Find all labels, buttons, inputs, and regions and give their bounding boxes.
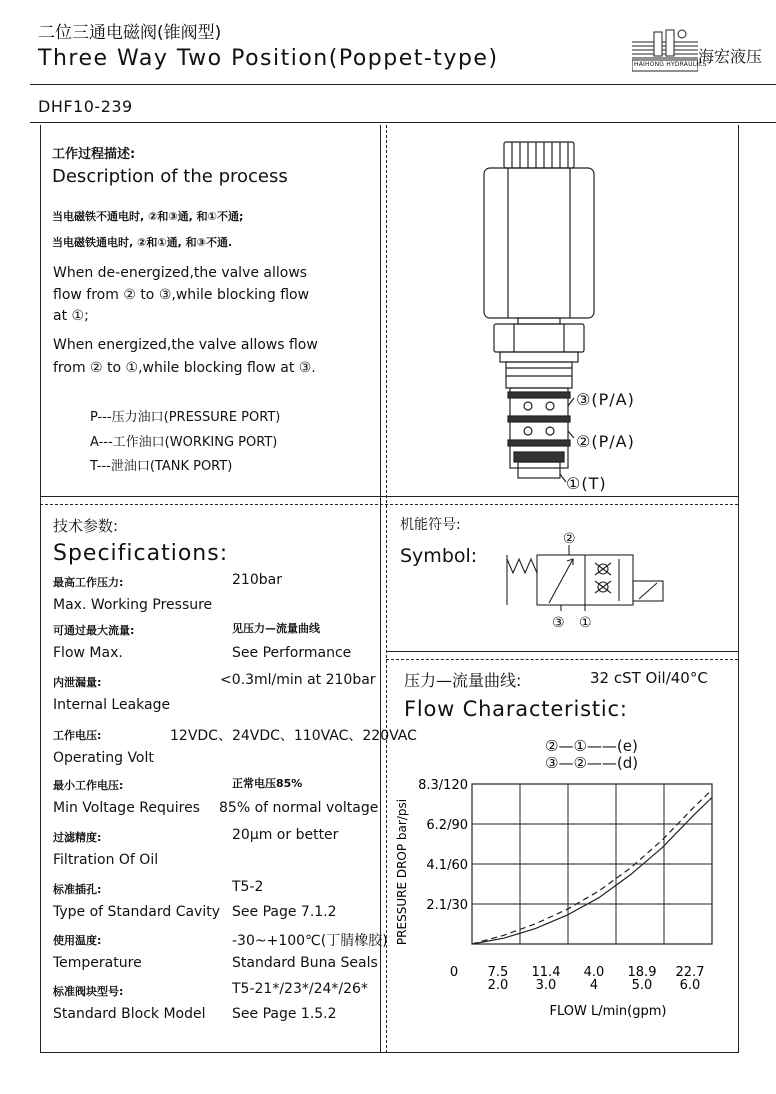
logo-subtext: HAIHONG HYDRAULICS: [634, 61, 707, 68]
spec-label-en: Standard Block Model: [53, 1006, 206, 1022]
x-tick-gpm: 6.0: [679, 978, 701, 993]
symbol-port-1: ①: [579, 615, 592, 631]
port-legend-a: A---工作油口(WORKING PORT): [90, 435, 278, 450]
spec-label-cn: 使用温度:: [53, 934, 102, 947]
spec-value-cn: <0.3ml/min at 210bar: [220, 672, 376, 688]
spec-label-cn: 过滤精度:: [53, 831, 102, 844]
x-tick-gpm: 5.0: [631, 978, 653, 993]
process-cn-line1: 当电磁铁不通电时, ②和③通, 和①不通;: [52, 210, 244, 223]
process-cn-line2: 当电磁铁通电时, ②和①通, 和③不通.: [52, 236, 233, 249]
process-heading-en: Description of the process: [52, 166, 288, 187]
chart-title: Flow Characteristic:: [404, 697, 628, 721]
spec-value-en: 85% of normal voltage: [219, 800, 379, 816]
frame-bottom: [40, 1052, 738, 1053]
spec-label-en: Internal Leakage: [53, 697, 171, 713]
x-tick-lpm: 18.9: [627, 965, 657, 980]
process-en-p1-l3: at ①;: [53, 308, 89, 324]
spec-label-en: Min Voltage Requires: [53, 800, 200, 816]
spec-value-en: See Page 1.5.2: [232, 1006, 337, 1022]
title-en: Three Way Two Position(Poppet-type): [38, 46, 499, 71]
spec-value-en: See Page 7.1.2: [232, 904, 337, 920]
y-tick-label: 2.1/30: [426, 898, 468, 913]
spec-label-en: Operating Volt: [53, 750, 154, 766]
x-tick-lpm: 22.7: [675, 965, 705, 980]
process-heading-cn: 工作过程描述:: [52, 147, 136, 162]
valve-port2-label: ②(P/A): [576, 432, 635, 451]
company-logo: [632, 28, 707, 72]
x-tick-gpm: 2.0: [487, 978, 509, 993]
process-en-p2-l1: When energized,the valve allows flow: [53, 337, 318, 353]
frame-center-b: [386, 125, 387, 1053]
series-line-e: [472, 798, 712, 945]
spec-value-en: Standard Buna Seals: [232, 955, 378, 971]
x-tick-gpm: 3.0: [535, 978, 557, 993]
x-axis-label: FLOW L/min(gpm): [549, 1004, 667, 1019]
spec-label-en: Temperature: [53, 955, 142, 971]
process-en-p1-l1: When de-energized,the valve allows: [53, 265, 308, 281]
spec-value-cn: 20μm or better: [232, 827, 339, 843]
symbol-port-3: ③: [552, 615, 565, 631]
y-tick-label: 8.3/120: [418, 778, 468, 793]
header-divider: [30, 84, 776, 85]
spec-value-cn: 210bar: [232, 572, 282, 588]
chart-legend-d: ③—②——(d): [545, 754, 639, 772]
spec-label-en: Flow Max.: [53, 645, 123, 661]
series-line-d: [472, 790, 712, 944]
frame-mid-b: [40, 504, 738, 505]
symbol-port-2: ②: [563, 531, 576, 547]
spec-label-cn: 可通过最大流量:: [53, 624, 135, 637]
flow-chart: [388, 770, 738, 1050]
y-tick-label: 4.1/60: [426, 858, 468, 873]
spec-value-en: See Performance: [232, 645, 352, 661]
hydraulic-symbol: [505, 545, 685, 615]
x-tick-zero: 0: [449, 965, 459, 980]
chart-oil-spec: 32 cST Oil/40°C: [590, 669, 708, 687]
x-tick-lpm: 4.0: [583, 965, 605, 980]
spec-label-cn: 工作电压:: [53, 729, 102, 742]
spec-label-en: Filtration Of Oil: [53, 852, 159, 868]
y-axis-label: PRESSURE DROP bar/psi: [395, 798, 409, 946]
frame-center-a: [380, 125, 381, 1053]
port-legend-t: T---泄油口(TANK PORT): [90, 459, 233, 474]
process-en-p1-l2: flow from ② to ③,while blocking flow: [53, 287, 310, 303]
spec-label-cn: 内泄漏量:: [53, 676, 102, 689]
frame-right-sep-b: [386, 659, 738, 660]
frame-mid-a: [40, 496, 738, 497]
x-tick-gpm: 4: [589, 978, 599, 993]
chart-title-cn: 压力—流量曲线:: [404, 671, 522, 690]
x-tick-lpm: 11.4: [531, 965, 561, 980]
symbol-heading-en: Symbol:: [400, 545, 478, 567]
spec-label-en: Max. Working Pressure: [53, 597, 213, 613]
model-number: DHF10-239: [38, 97, 133, 116]
spec-value-cn: 12VDC、24VDC、110VAC、220VAC: [170, 728, 417, 744]
frame-left: [40, 125, 41, 1053]
brand-name: 海宏液压: [698, 47, 763, 66]
spec-label-cn: 标准插孔:: [53, 883, 102, 896]
spec-label-cn: 标准阀块型号:: [53, 985, 124, 998]
spec-value-cn: 见压力—流量曲线: [232, 622, 320, 635]
spec-label-cn: 最小工作电压:: [53, 779, 124, 792]
spec-value-cn: T5-2: [232, 879, 264, 895]
model-divider: [30, 122, 776, 123]
spec-label-en: Type of Standard Cavity: [53, 904, 220, 920]
title-cn: 二位三通电磁阀(锥阀型): [38, 23, 222, 43]
spec-label-cn: 最高工作压力:: [53, 576, 124, 589]
symbol-heading-cn: 机能符号:: [400, 517, 461, 533]
chart-legend-e: ②—①——(e): [545, 737, 638, 755]
process-en-p2-l2: from ② to ①,while blocking flow at ③.: [53, 360, 316, 376]
x-tick-lpm: 7.5: [487, 965, 509, 980]
spec-value-cn: T5-21*/23*/24*/26*: [232, 981, 368, 997]
frame-right: [738, 125, 739, 1053]
valve-port3-label: ③(P/A): [576, 390, 635, 409]
specs-heading-en: Specifications:: [53, 541, 229, 566]
spec-value-cn: 正常电压85%: [232, 777, 303, 790]
frame-right-sep-a: [386, 651, 738, 652]
port-legend-p: P---压力油口(PRESSURE PORT): [90, 410, 281, 425]
specs-heading-cn: 技术参数:: [53, 517, 119, 535]
y-tick-label: 6.2/90: [426, 818, 468, 833]
valve-port1-label: ①(T): [566, 474, 607, 493]
spec-value-cn: -30~+100℃(丁腈橡胶): [232, 933, 388, 949]
